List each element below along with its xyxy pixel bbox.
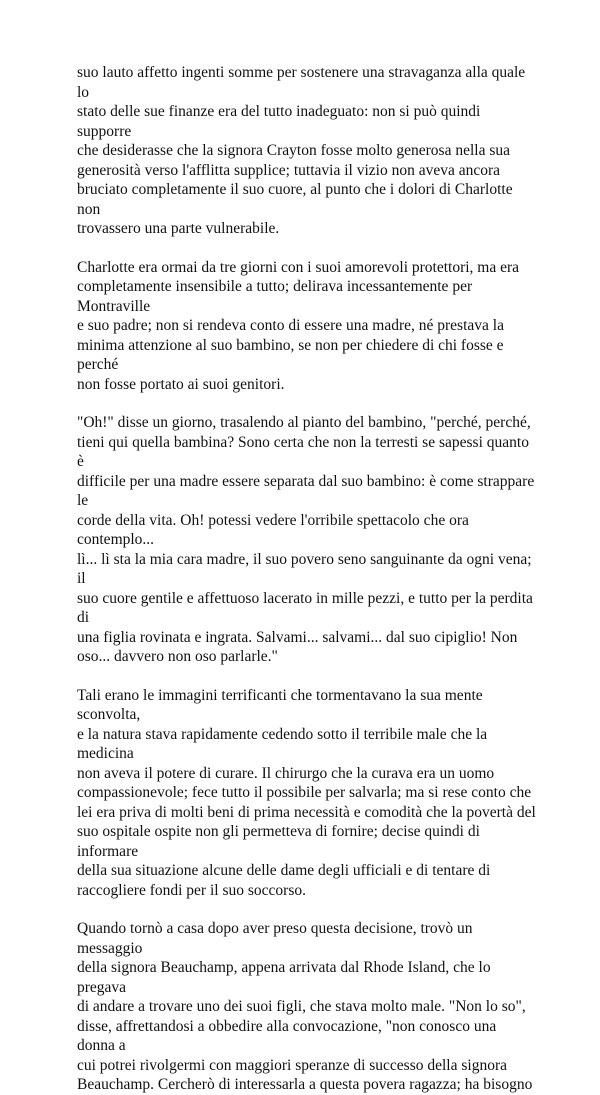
paragraph-1: suo lauto affetto ingenti somme per sostenere una stravaganza alla quale lo stato delle sue finanze era del tutto inadeguato: non si può quindi supporre che desiderasse che la signora Crayton fosse molto generosa nella sua generosità verso l'afflitta supplice; tuttavia il vizio non aveva ancora bruciato completamente il suo cuore, al punto che i dolori di Charlotte non trovassero una parte vulnerabile.	[77, 64, 526, 237]
paragraph-5: Quando tornò a casa dopo aver preso questa decisione, trovò un messaggio della signora Beauchamp, appena arrivata dal Rhode Island, che lo pregava di andare a trovare uno dei suoi figli, che stava molto male. "Non lo so", disse, affrettandosi a obbedire alla convocazione, "non conosco una donna a cui potrei rivolgermi con maggiori speranze di successo della signora Beauchamp. Cercherò di interessarla a questa povera ragazza; ha bisogno	[77, 920, 533, 1093]
paragraph-4: Tali erano le immagini terrificanti che tormentavano la sua mente sconvolta, e la natura stava rapidamente cedendo sotto il terribile male che la medicina non aveva il potere di curare. Il chirurgo che la curava era un uomo compassionevole; fece tutto il possibile per salvarla; ma si rese conto che lei era priva di molti beni di prima necessità e comodità che la povertà del suo ospitale ospite non gli permetteva di fornire; decise quindi di informare della sua situazione alcune delle dame degli ufficiali e di tentare di raccogliere fondi per il suo soccorso.	[77, 686, 536, 899]
document-page	[77, 63, 537, 1095]
paragraph-2: Charlotte era ormai da tre giorni con i suoi amorevoli protettori, ma era completamente insensibile a tutto; delirava incessantemente per Montraville e suo padre; non si rendeva conto di essere una madre, né prestava la minima attenzione al suo bambino, se non per chiedere di chi fosse e perché non fosse portato ai suoi genitori.	[77, 258, 520, 393]
paragraph-3: "Oh!" disse un giorno, trasalendo al pianto del bambino, "perché, perché, tieni qui quella bambina? Sono certa che non la terresti se sapessi quanto è difficile per una madre essere separata dal suo bambino: è come strappare le corde della vita. Oh! potessi vedere l'orribile spettacolo che ora contemplo... lì... lì sta la mia cara madre, il suo povero seno sanguinante da ogni vena; il suo cuore gentile e affettuoso lacerato in mille pezzi, e tutto per la perdita di una figlia rovinata e ingrata. Salvami... salvami... dal suo cipiglio! Non oso... davvero non oso parlarle."	[77, 414, 535, 665]
